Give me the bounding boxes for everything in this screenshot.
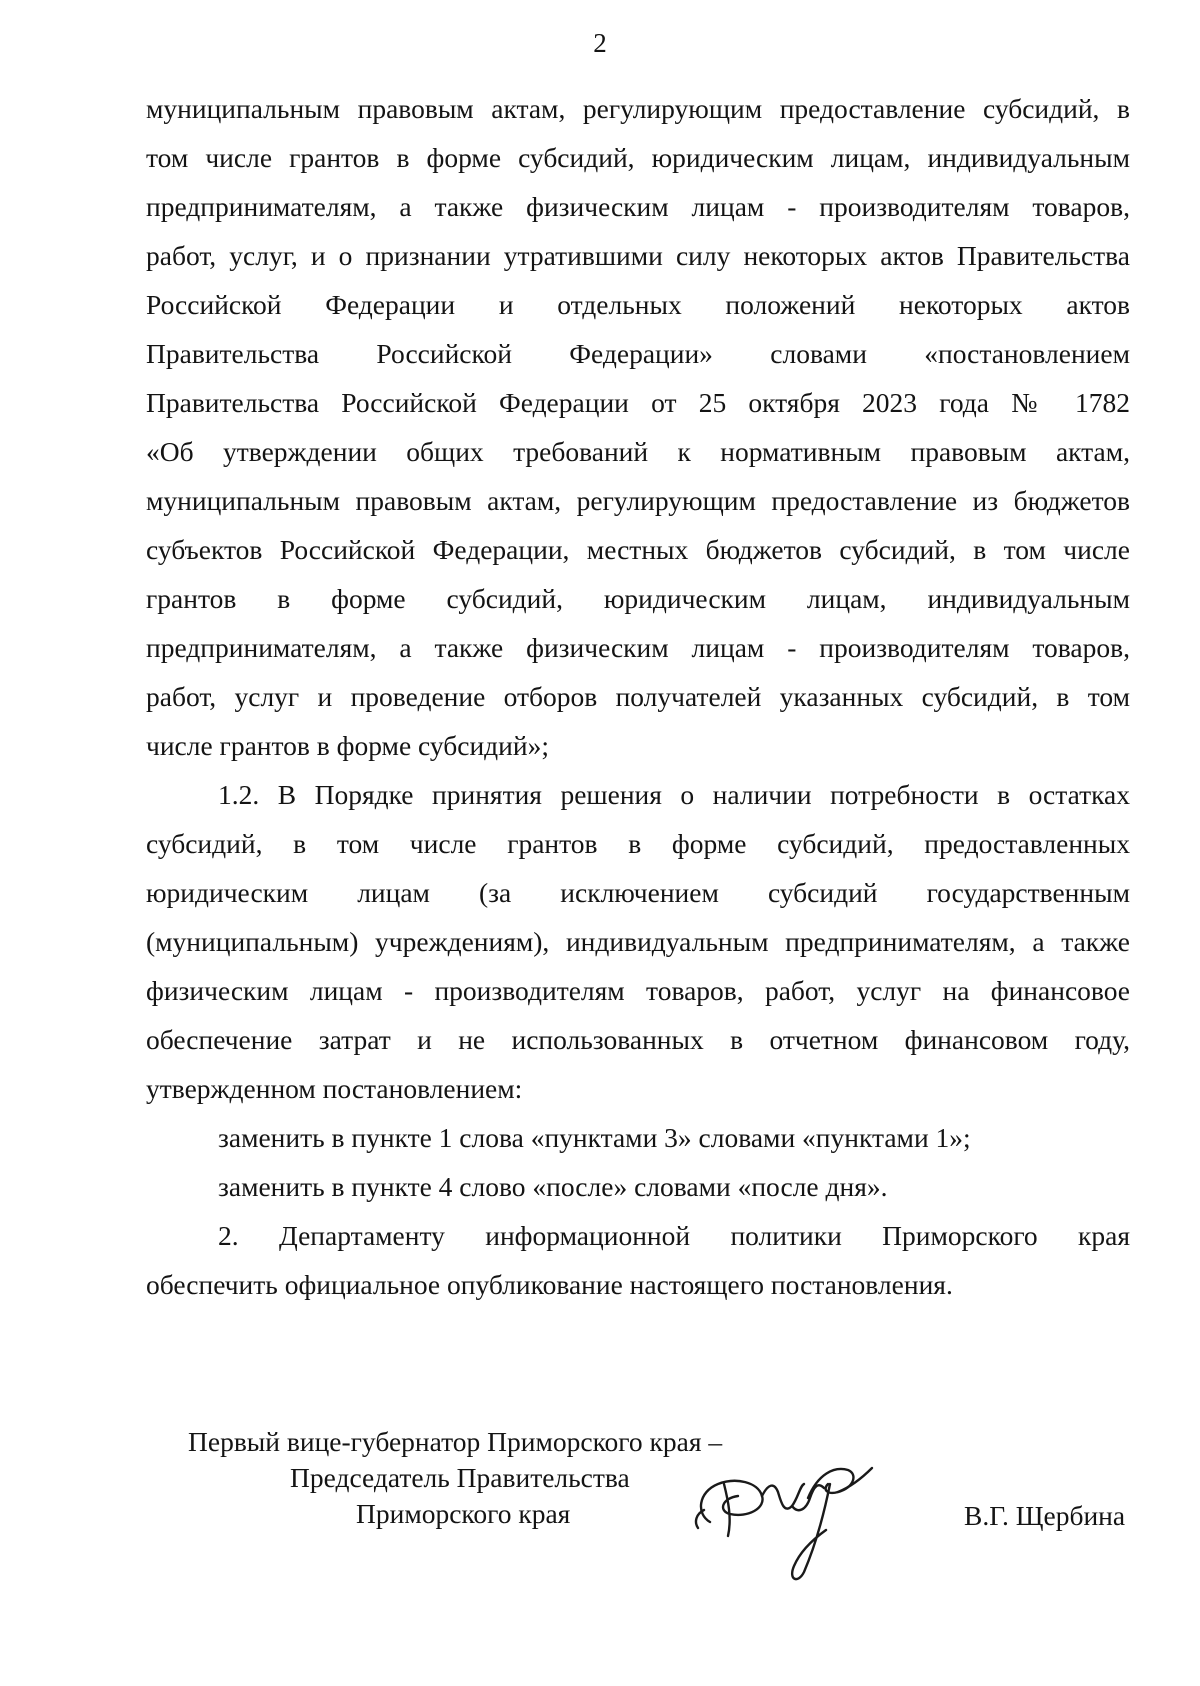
text-line: (муниципальным) учреждениям), индивидуальным предпринимателям, а также [146, 926, 1130, 957]
text-line: Российской Федерации и отдельных положений некоторых актов [146, 289, 1130, 320]
text-line: 1.2. В Порядке принятия решения о наличии потребности в остатках [218, 779, 1130, 810]
text-line: грантов в форме субсидий, юридическим лицам, индивидуальным [146, 583, 1130, 614]
text-line: числе грантов в форме субсидий»; [146, 730, 549, 761]
text-line: субъектов Российской Федерации, местных бюджетов субсидий, в том числе [146, 534, 1130, 565]
signature-block [0, 1424, 1200, 1624]
text-line: муниципальным правовым актам, регулирующим предоставление субсидий, в [146, 93, 1130, 124]
text-line: обеспечить официальное опубликование настоящего постановления. [146, 1269, 953, 1300]
text-line: работ, услуг, и о признании утратившими силу некоторых актов Правительства [146, 240, 1130, 271]
text-line: «Об утверждении общих требований к нормативным правовым актам, [146, 436, 1130, 467]
text-line: Правительства Российской Федерации от 25 октября 2023 года № 1782 [146, 387, 1130, 418]
handwritten-signature [688, 1444, 878, 1594]
text-line: работ, услуг и проведение отборов получателей указанных субсидий, в том [146, 681, 1130, 712]
signer-position-line-1: Первый вице-губернатор Приморского края – [188, 1426, 723, 1457]
signer-position-line-2: Председатель Правительства [290, 1462, 630, 1493]
signer-position-line-3: Приморского края [356, 1498, 571, 1529]
signer-name: В.Г. Щербина [964, 1500, 1126, 1531]
text-line: физическим лицам - производителям товаров, работ, услуг на финансовое [146, 975, 1130, 1006]
text-line: Правительства Российской Федерации» словами «постановлением [146, 338, 1130, 369]
text-line: муниципальным правовым актам, регулирующим предоставление из бюджетов [146, 485, 1130, 516]
text-line: субсидий, в том числе грантов в форме субсидий, предоставленных [146, 828, 1130, 859]
text-line: утвержденном постановлением: [146, 1073, 523, 1104]
text-line: юридическим лицам (за исключением субсидий государственным [146, 877, 1130, 908]
text-line: заменить в пункте 4 слово «после» словами «после дня». [218, 1171, 888, 1202]
text-line: обеспечение затрат и не использованных в отчетном финансовом году, [146, 1024, 1130, 1055]
text-line: 2. Департаменту информационной политики Приморского края [218, 1220, 1130, 1251]
text-line: заменить в пункте 1 слова «пунктами 3» словами «пунктами 1»; [218, 1122, 971, 1153]
text-line: предпринимателям, а также физическим лицам - производителям товаров, [146, 632, 1130, 663]
text-line: предпринимателям, а также физическим лицам - производителям товаров, [146, 191, 1130, 222]
page-number: 2 [593, 28, 607, 58]
text-line: том числе грантов в форме субсидий, юридическим лицам, индивидуальным [146, 142, 1130, 173]
document-body [146, 84, 1130, 1309]
